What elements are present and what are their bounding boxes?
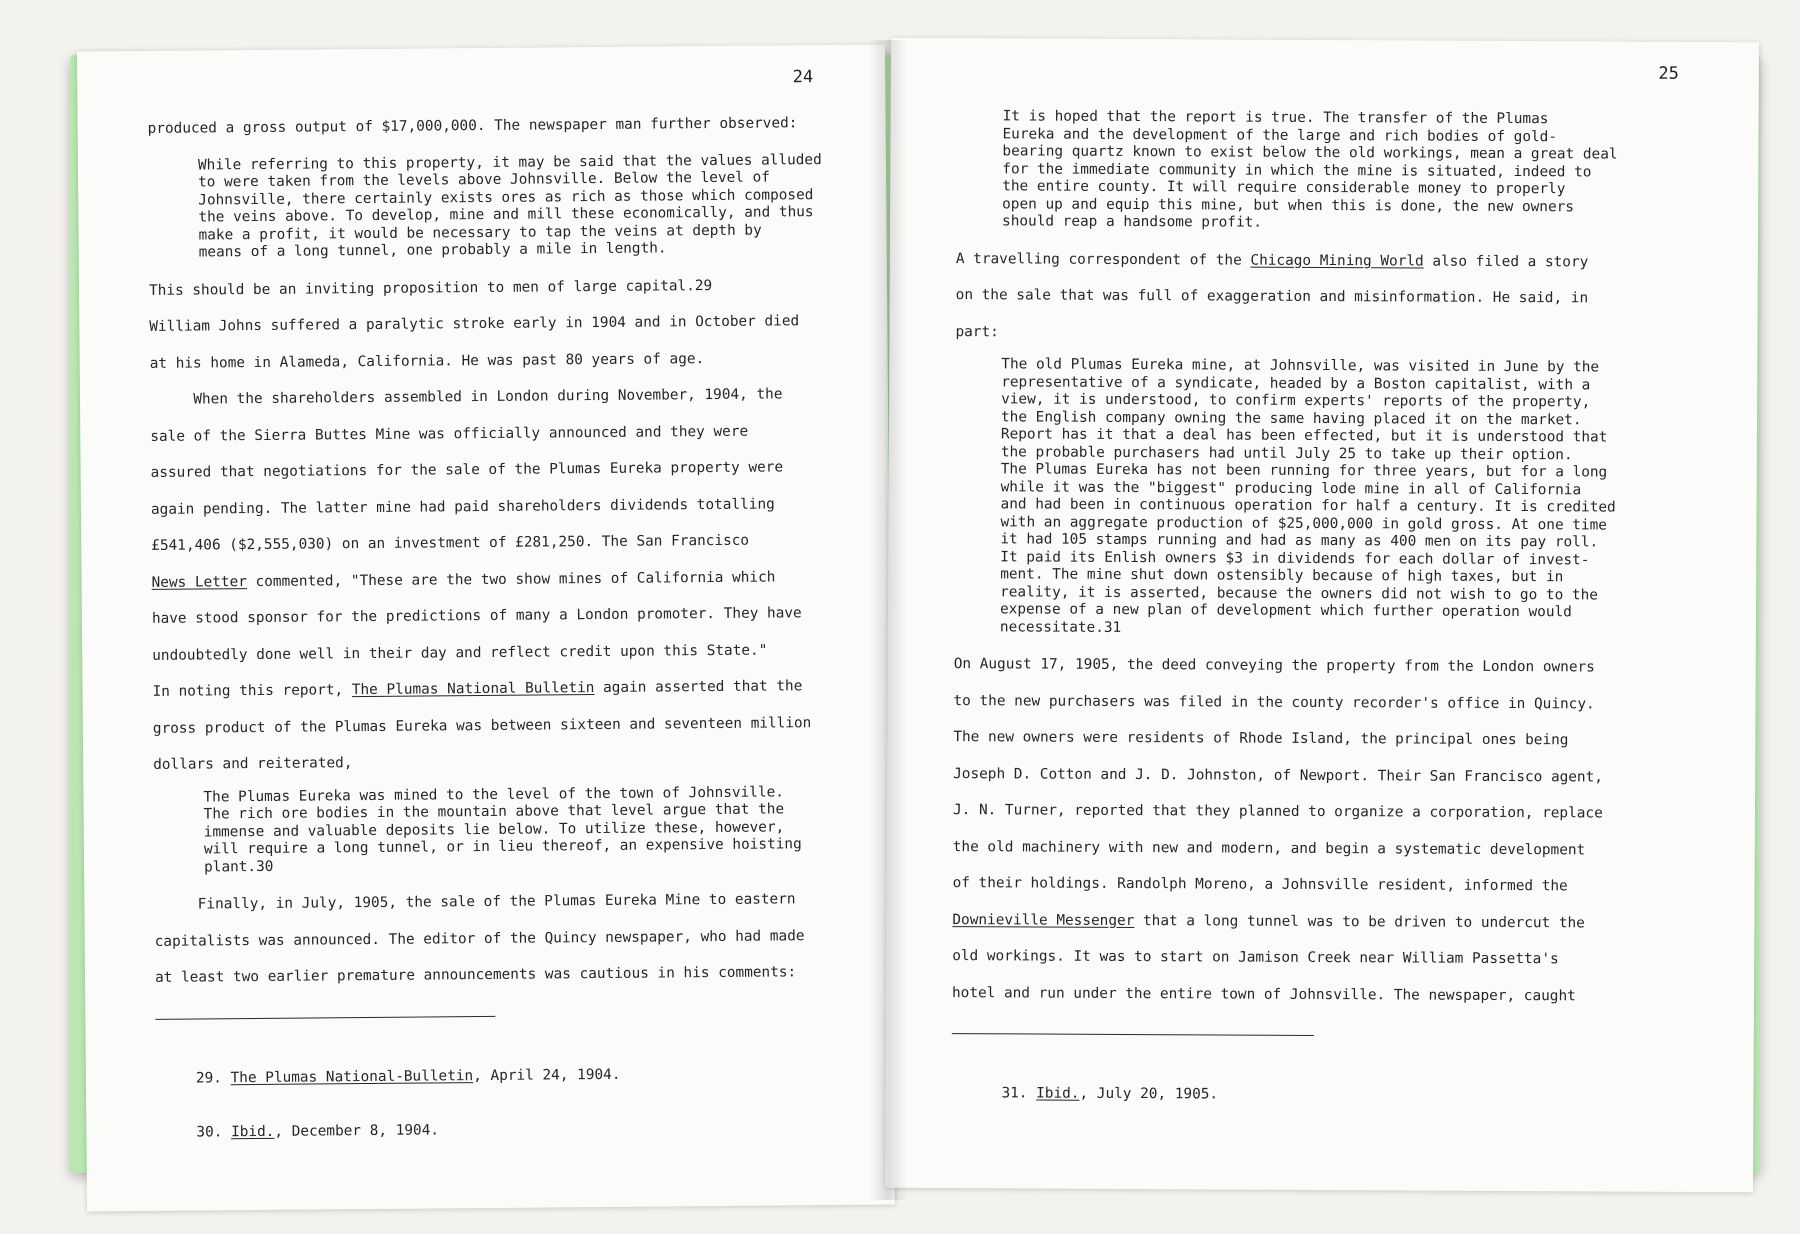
footnote	[196, 1063, 836, 1087]
publication-title: News Letter	[151, 573, 247, 591]
right-page-body	[951, 108, 1696, 1142]
paragraph	[150, 376, 833, 674]
paragraph	[955, 241, 1696, 354]
footnote	[196, 1117, 836, 1141]
block-quote: While referring to this property, it may be said that the values alluded to were taken from the levels above Johnsville. Below the level of Johnsville, there certainly exists ores as rich as those which composed the veins above. To develop, mine and mill these economically, and thus make a profit, it would be necessary to tap the veins at depth by means of a long tunnel, one probably a mile in length.	[197, 151, 822, 261]
footnote	[1001, 1084, 1691, 1106]
paragraph: Finally, in July, 1905, the sale of the Plumas Eureka Mine to eastern capitalists was announced. The editor of the Quincy newspaper, who had made at least two earlier premature announcements was cautious in his comments:	[154, 891, 805, 986]
page-number: 25	[1658, 63, 1679, 84]
footnote-number: 30.	[196, 1123, 223, 1141]
paragraph-text: A travelling correspondent of the	[955, 250, 1251, 269]
paragraph-text: commented, "These are the two show mines of California which have stood sponsor for the predictions of many a London promoter. They have undoubtedly done well in their day and reflect credit upon this State."	[151, 568, 802, 664]
footnote-source: Ibid.	[230, 1123, 275, 1140]
footnotes	[951, 1048, 1691, 1142]
paragraph-text: On August 17, 1905, the deed conveying the property from the London owners to the new purchasers was filed in the county recorder's office in Quincy. The new owners were residents of Rhode Island, the principal ones being Joseph D. Cotton and J. D. Johnston, of Newport. Their San Francisco agent, J. N. Turner, reported that they planned to organize a corporation, replace the old machinery with new and modern, and begin a systematic development of their holdings. Randolph Moreno, a Johnsville resident, informed the	[952, 656, 1603, 895]
publication-title: The Plumas National Bulletin	[351, 680, 595, 699]
footnote-text: , April 24, 1904.	[473, 1066, 621, 1084]
footnote-source: Ibid.	[1036, 1085, 1080, 1102]
left-page	[77, 44, 895, 1211]
footnote-number: 29.	[195, 1069, 222, 1087]
paragraph	[952, 646, 1694, 1015]
footnote-source: The Plumas National-Bulletin	[230, 1067, 474, 1086]
block-quote: It is hoped that the report is true. The transfer of the Plumas Eureka and the development of the large and rich bodies of gold- bearing quartz known to exist below the old workings, mean a great deal for the immediate community in which the mine is situated, indeed to the entire county. It will require considerable money to properly open up and equip this mine, but when this is done, the new owners should reap a handsome profit.	[1002, 108, 1618, 231]
paragraph	[152, 668, 833, 783]
block-quote: The Plumas Eureka was mined to the level of the town of Johnsville. The rich ore bodies in the mountain above that level argue that the immense and valuable deposits lie below. To utilize these, however, will require a long tunnel, or in lieu thereof, an expensive hoisting plant.30	[203, 783, 802, 875]
paragraph: This should be an inviting proposition to men of large capital.29	[148, 277, 713, 299]
right-page	[885, 38, 1759, 1193]
block-quote: The old Plumas Eureka mine, at Johnsville, was visited in June by the representative of a syndicate, headed by a Boston capitalist, with a view, it is understood, to confirm experts' reports of the property, the English company owning the same having placed it on the market. Report has it that a deal has been effected, but it is understood that the probable purchasers had until July 25 to take up their option. The Plumas Eureka has not been running for three years, but for a long while it was the "biggest" producing lode mine in all of California and had been in continuous operation for half a century. It is credited with an aggregate production of $25,000,000 in gold gross. At one time it had 105 stamps running and had as many as 400 men on its pay roll. It paid its Enlish owners $3 in dividends for each dollar of invest- ment. The mine shut down ostensibly because of high taxes, but in reality, it is asserted, because the owners did not wish to go to the expense of a new plan of development which further operation would necessitate.31	[999, 356, 1616, 636]
footnote-text: , December 8, 1904.	[274, 1121, 440, 1140]
paragraph-text: In noting this report,	[152, 682, 352, 700]
footnote-number: 31.	[1001, 1085, 1028, 1102]
footnote-rule	[155, 1015, 495, 1019]
footnotes	[156, 1027, 837, 1177]
publication-title: Downieville Messenger	[952, 911, 1135, 929]
left-page-body	[147, 105, 836, 1177]
paragraph-text: When the shareholders assembled in London during November, 1904, the sale of the Sierra Buttes Mine was officially announced and they were assured that negotiations for the sale of the Plumas Eureka property were again pending. The latter mine had paid shareholders dividends totalling £541,406 ($2,555,030) on an investment of £281,250. The San Francisco	[149, 386, 784, 554]
paragraph-text: again asserted that the gross product of the Plumas Eureka was between sixteen and seventeen million dollars and reiterated,	[152, 678, 812, 773]
publication-title: Chicago Mining World	[1250, 252, 1424, 270]
footnote-text: , July 20, 1905.	[1079, 1085, 1219, 1103]
paragraph: William Johns suffered a paralytic stroke early in 1904 and in October died at his home in Alameda, California. He was past 80 years of age.	[149, 313, 800, 372]
paragraph: produced a gross output of $17,000,000. The newspaper man further observed:	[147, 115, 798, 137]
page-number: 24	[792, 67, 814, 88]
paragraph-text: that a long tunnel was to be driven to undercut the old workings. It was to start on Jamison Creek near William Passetta's hotel and run under the entire town of Johnsville. The newspaper, caught	[951, 912, 1585, 1004]
paragraph-text: also filed a story on the sale that was full of exaggeration and misinformation. He said, in part:	[955, 253, 1589, 340]
footnote-rule	[952, 1033, 1314, 1036]
